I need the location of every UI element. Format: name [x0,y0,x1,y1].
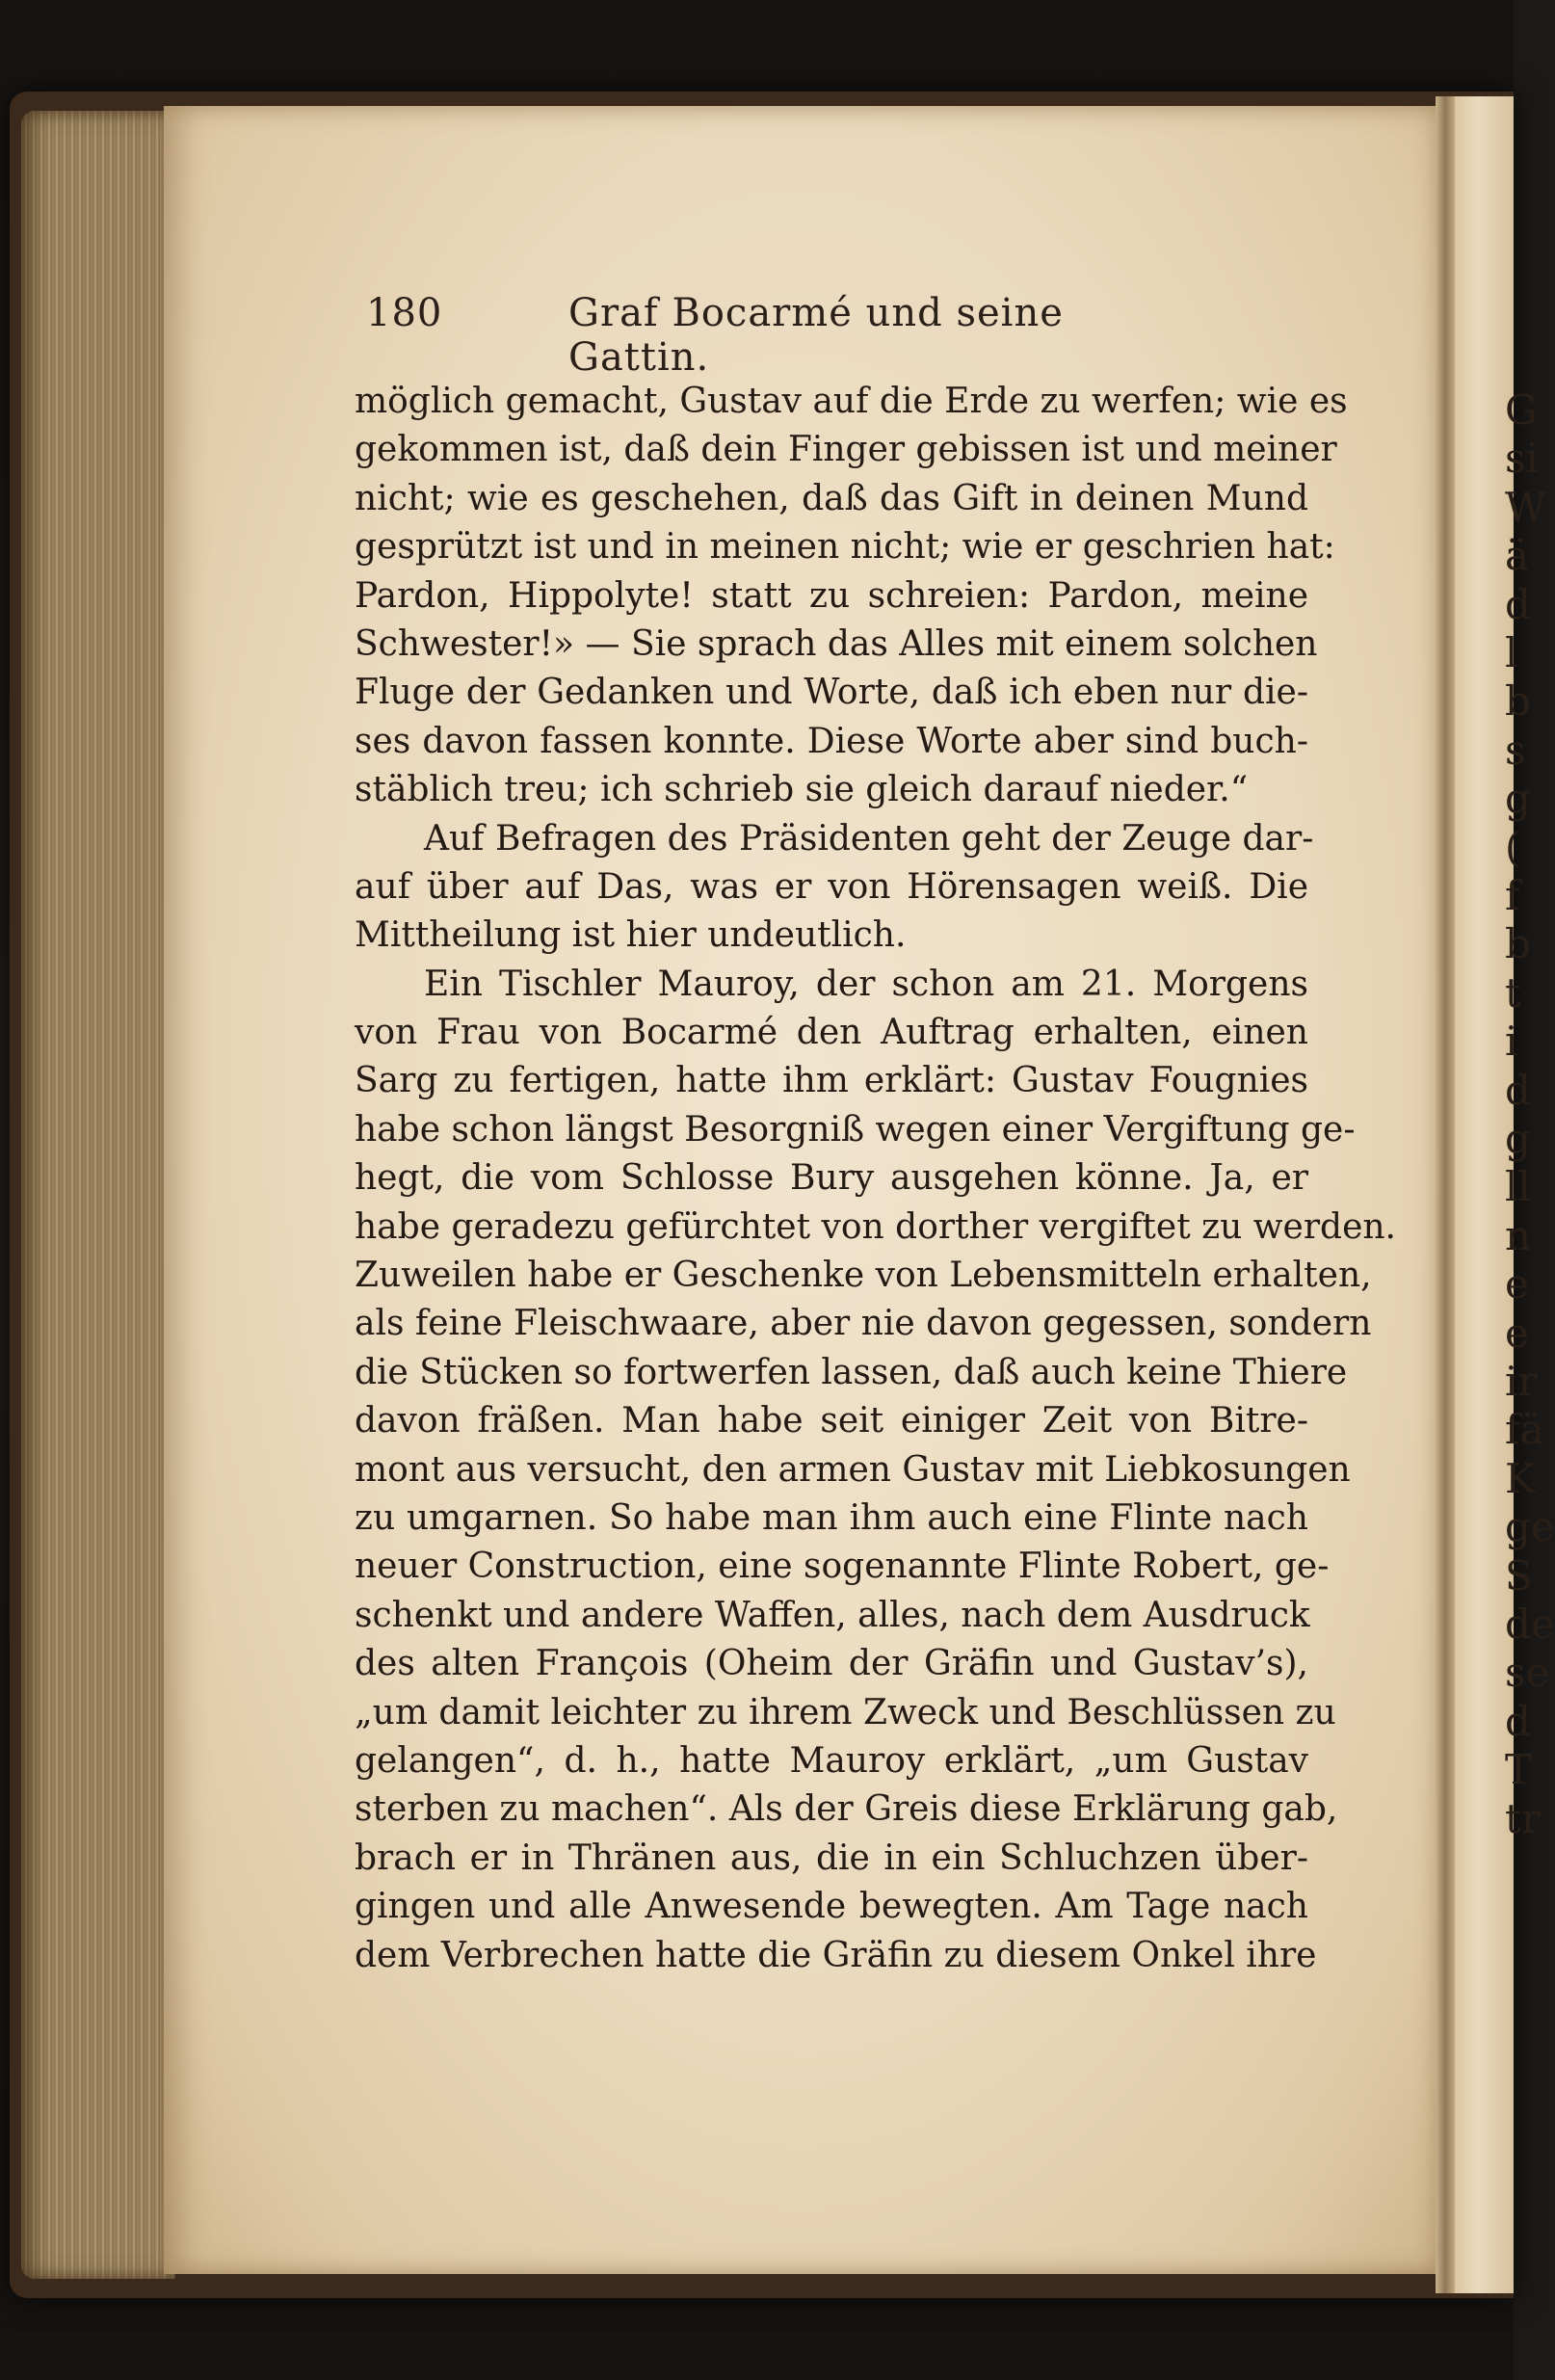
text-line: Auf Befragen des Präsidenten geht der Zeuge dar- [424,818,1314,859]
page-edges [21,111,175,2279]
text-line: Mittheilung ist hier undeutlich. [355,915,907,956]
text-line: mont aus versucht, den armen Gustav mit Liebkosungen [355,1449,1351,1490]
next-page-sliver [1455,96,1555,2293]
text-line: gekommen ist, daß dein Finger gebissen ist und meiner [355,430,1337,470]
next-page-fragment: S [1505,1551,1533,1600]
text-line: neuer Construction, eine sogenannte Flinte Robert, ge- [355,1547,1330,1587]
text-line: davon fräßen. Man habe seit einiger Zeit von Bitre- [355,1401,1308,1441]
text-line: dem Verbrechen hatte die Gräfin zu diesem Onkel ihre [355,1935,1317,1975]
next-page-fragment: i [1505,1018,1518,1066]
next-page-fragment: e [1505,1260,1529,1309]
text-line: nicht; wie es geschehen, daß das Gift in deinen Mund [355,478,1308,518]
next-page-fragment: ir [1505,1358,1538,1405]
running-head [366,291,1118,380]
text-line: als feine Fleischwaare, aber nie davon gegessen, sondern [355,1304,1372,1344]
next-page-fragment: d [1505,1697,1531,1745]
body-text [355,378,1397,1980]
next-page-fragment: n [1505,1211,1532,1259]
text-line: Pardon, Hippolyte! statt zu schreien: Pardon, meine [355,575,1308,616]
text-line: zu umgarnen. So habe man ihm auch eine Flinte nach [355,1497,1308,1538]
text-line: habe geradezu gefürchtet von dorther vergiftet zu werden. [355,1206,1397,1247]
text-line: sterben zu machen“. Als der Greis diese Erklärung gab, [355,1789,1338,1830]
next-page-fragment: K [1505,1454,1536,1502]
next-page-fragment: se [1505,1649,1550,1697]
next-page-fragment: ll [1505,1163,1531,1211]
text-line: schenkt und andere Waffen, alles, nach dem Ausdruck [355,1595,1310,1635]
next-page-fragment: de [1505,1600,1555,1648]
text-line: möglich gemacht, Gustav auf die Erde zu werfen; wie es [355,382,1348,421]
text-line: Zuweilen habe er Geschenke von Lebensmitteln erhalten, [355,1256,1372,1296]
next-page-fragment: g [1505,775,1531,823]
text-line: gesprützt ist und in meinen nicht; wie er geschrien hat: [355,527,1335,568]
next-page-fragment: ge [1505,1503,1555,1551]
next-page-fragment: l [1505,629,1518,676]
next-page-fragment: ä [1505,532,1530,580]
text-line: gingen und alle Anwesende bewegten. Am Tage nach [355,1887,1308,1927]
next-page-fragment: G [1505,386,1538,434]
next-page-fragment: t [1505,968,1521,1017]
next-page-fragment: fä [1505,1406,1544,1454]
text-line: gelangen“, d. h., hatte Mauroy erklärt, „um Gustav [355,1740,1308,1781]
next-page-fragment: d [1505,1066,1531,1114]
text-line: Sarg zu fertigen, hatte ihm erklärt: Gustav Fougnies [355,1061,1308,1101]
next-page-fragment: tr [1505,1794,1541,1842]
next-page-fragment: si [1505,435,1539,483]
next-page-fragment: f [1505,872,1520,919]
text-line: hegt, die vom Schlosse Bury ausgehen könne. Ja, er [355,1158,1308,1199]
next-page-fragment: s [1505,726,1526,774]
text-line: die Stücken so fortwerfen lassen, daß auch keine Thiere [355,1352,1348,1392]
text-line: des alten François (Oheim der Gräfin und Gustav’s), [355,1644,1308,1684]
next-page-fragment: T [1505,1746,1533,1794]
text-line: auf über auf Das, was er von Hörensagen weiß. Die [355,866,1308,907]
running-head-title: Graf Bocarmé und seine Gattin. [568,291,1064,380]
next-page-fragment: d [1505,580,1531,628]
text-line: ses davon fassen konnte. Diese Worte aber sind buch- [355,721,1308,761]
text-line: „um damit leichter zu ihrem Zweck und Beschlüssen zu [355,1692,1336,1732]
page-number: 180 [366,291,443,335]
text-line: von Frau von Bocarmé den Auftrag erhalten, einen [355,1013,1308,1053]
next-page-fragment: ( [1505,823,1521,871]
next-page-fragment: g [1505,1115,1531,1162]
text-line: Schwester!» — Sie sprach das Alles mit einem solchen [355,623,1318,664]
next-page-fragment: b [1505,920,1531,968]
next-page-fragment: e [1505,1309,1529,1357]
text-line: Fluge der Gedanken und Worte, daß ich eben nur die- [355,673,1308,713]
next-page-fragment: W [1505,483,1547,531]
text-line: Ein Tischler Mauroy, der schon am 21. Morgens [424,964,1308,1004]
next-page-fragment: b [1505,677,1531,726]
text-line: habe schon längst Besorgniß wegen einer Vergiftung ge- [355,1109,1356,1150]
text-line: stäblich treu; ich schrieb sie gleich darauf nieder.“ [355,770,1249,810]
text-line: brach er in Thränen aus, die in ein Schluchzen über- [355,1838,1308,1878]
book-gutter [1436,96,1455,2293]
